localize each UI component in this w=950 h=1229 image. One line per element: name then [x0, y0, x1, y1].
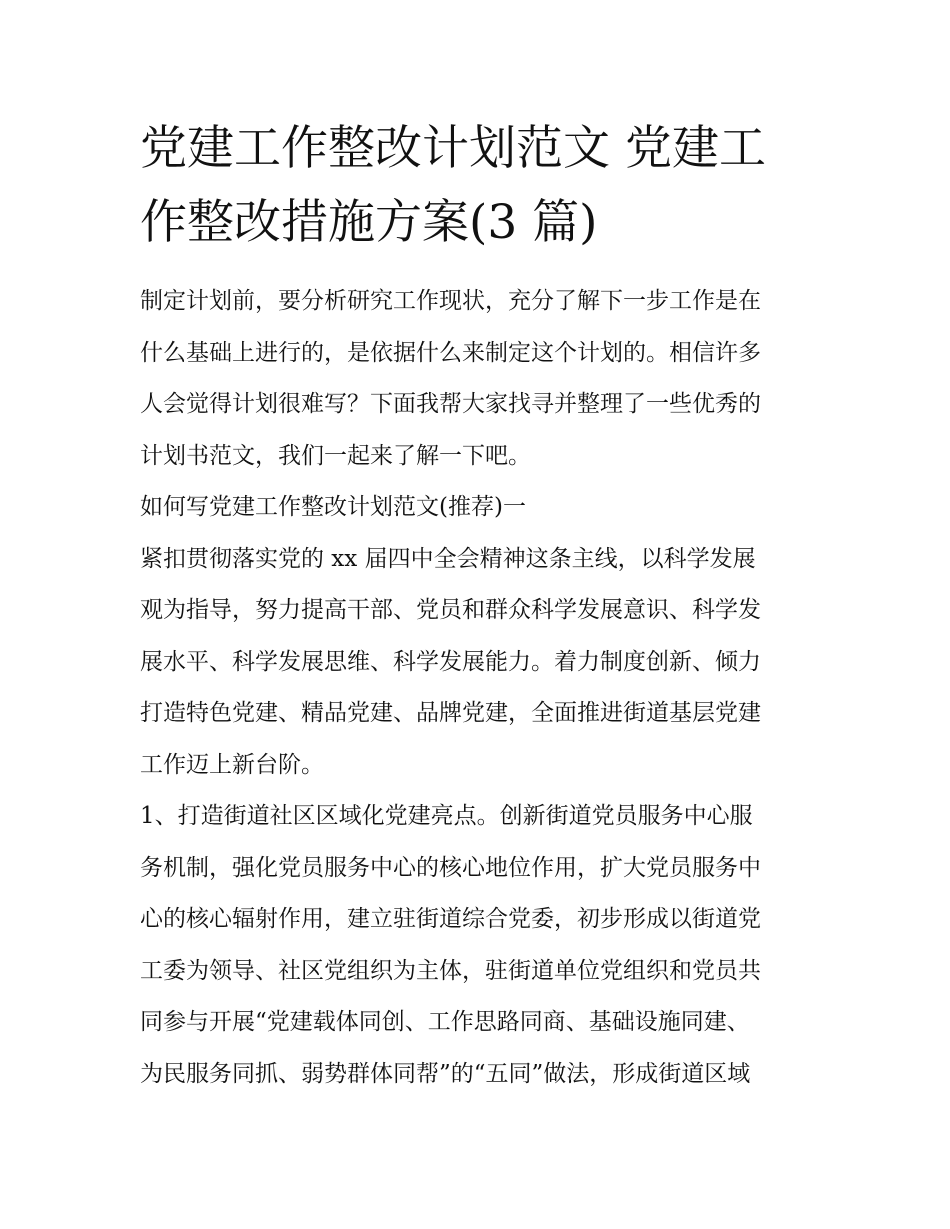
body-line: 打造特色党建、精品党建、品牌党建，全面推进街道基层党建 — [140, 700, 761, 726]
body-line: 为民服务同抓、弱势群体同帮”的“五同”做法，形成街道区域 — [140, 1060, 751, 1087]
body-line: 工委为领导、社区党组织为主体，驻街道单位党组织和党员共 — [140, 957, 761, 984]
body-line: 人会觉得计划很难写？下面我帮大家找寻并整理了一些优秀的 — [140, 391, 761, 417]
body-line: 什么基础上进行的，是依据什么来制定这个计划的。相信许多 — [140, 339, 761, 366]
title-line-2: 作整改措施方案(3 篇) — [140, 195, 598, 250]
body-line: 观为指导，努力提高干部、党员和群众科学发展意识、科学发 — [140, 597, 761, 623]
body-line: 展水平、科学发展思维、科学发展能力。着力制度创新、倾力 — [140, 648, 761, 675]
document-body — [140, 276, 820, 1100]
document-page — [140, 112, 820, 1100]
body-line: 工作迈上新台阶。 — [140, 751, 324, 778]
body-line: 制定计划前，要分析研究工作现状，充分了解下一步工作是在 — [140, 288, 761, 314]
body-line: 紧扣贯彻落实党的 xx 届四中全会精神这条主线，以科学发展 — [140, 545, 756, 572]
document-title — [140, 112, 820, 260]
body-line: 心的核心辐射作用，建立驻街道综合党委，初步形成以街道党 — [140, 906, 761, 932]
body-line: 计划书范文，我们一起来了解一下吧。 — [140, 442, 531, 469]
body-line: 同参与开展“党建载体同创、工作思路同商、基础设施同建、 — [140, 1009, 750, 1035]
body-line: 1、打造街道社区区域化党建亮点。创新街道党员服务中心服 — [140, 803, 753, 829]
body-line: 务机制，强化党员服务中心的核心地位作用，扩大党员服务中 — [140, 854, 761, 881]
section-heading: 如何写党建工作整改计划范文(推荐)一 — [140, 494, 526, 520]
title-line-1: 党建工作整改计划范文 党建工 — [140, 121, 766, 176]
